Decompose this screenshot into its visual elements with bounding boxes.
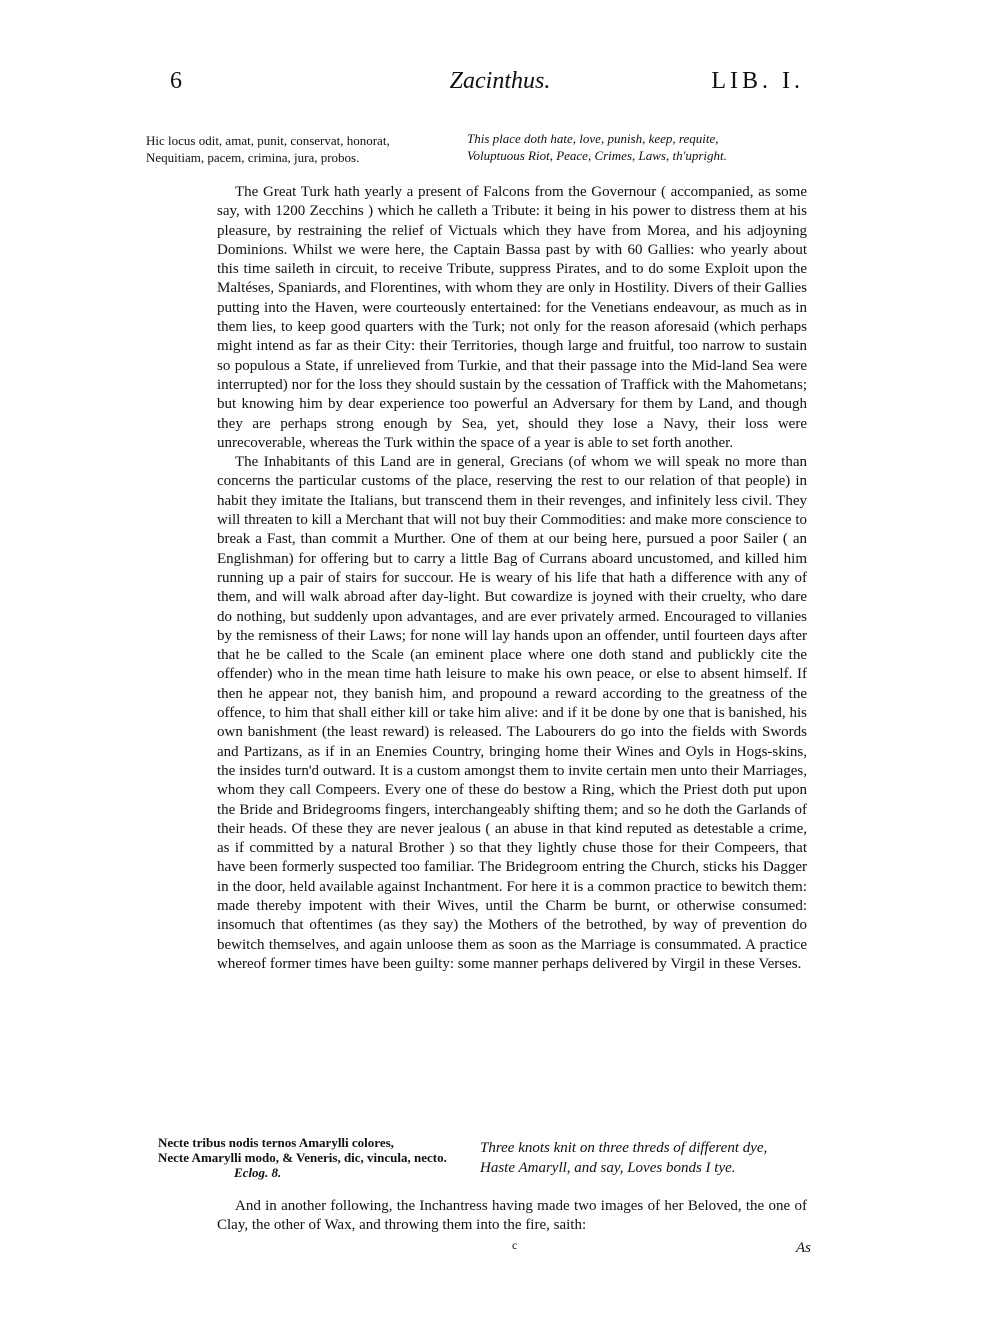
catchword: As <box>796 1240 811 1256</box>
book-number: LIB. I. <box>711 68 804 94</box>
signature-mark: c <box>512 1238 518 1252</box>
paragraph: The Great Turk hath yearly a present of Falcons from the Governour ( accompanied, as some say, with 1200 Zecchins ) which he calleth a Tribute: it being in his power to distress them at his pleasure, by restraining the relief of Victuals which they have from Morea, and his adjoyning Dominions. Whilst we were here, the Captain Bassa past by with 60 Gallies: who yearly about this time saileth in circuit, to receive Tribute, suppress Pirates, and to do some Exploit upon the Maltéses, Spaniards, and Florentines, with whom they are only in Hostility. Divers of their Gallies putting into the Haven, were courteously entertained: for the Venetians endeavour, as much as in them lies, to keep good quarters with the Turk; not only for the reason aforesaid (which perhaps might intend as far as their City: their Territories, though large and fruitful, too narrow to sustain so populous a State, if unrelieved from Turkie, and that their passage into the Mid-land Sea were interrupted) nor for the loss they should sustain by the cessation of Traffick with the Mahometans; but knowing him by dear experience too powerful an Adversary for them by Land, and though they are perhaps strong enough by Sea, yet, should they lose a Navy, their loss were unrecoverable, whereas the Turk within the space of a year is able to set forth another. <box>217 184 807 451</box>
epigraph-latin <box>146 132 390 166</box>
verse-latin <box>158 1135 447 1180</box>
running-title: Zacinthus. <box>449 68 551 94</box>
body-text <box>217 183 807 974</box>
verse-citation: Eclog. 8. <box>234 1165 282 1180</box>
verse-english-line: Haste Amaryll, and say, Loves bonds I tye. <box>480 1160 736 1176</box>
verse-latin-line: Necte tribus nodis ternos Amarylli colores, <box>158 1135 394 1150</box>
verse-latin-line: Necte Amarylli modo, & Veneris, dic, vincula, necto. <box>158 1150 447 1165</box>
epigraph-latin-line: Nequitiam, pacem, crimina, jura, probos. <box>146 150 360 165</box>
page-number: 6 <box>170 68 182 94</box>
paragraph: The Inhabitants of this Land are in general, Grecians (of whom we will speak no more than concerns the particular customs of the place, reserving the rest to our relation of that people) in habit they imitate the Italians, but transcend them in their revenges, and infinitely less civil. They will threaten to kill a Merchant that will not buy their Commodities: and make more conscience to break a Fast, than commit a Murther. One of them at our being here, pursued a poor Sailer ( an Englishman) for offering but to carry a little Bag of Currans aboard uncustomed, and killed him running up a pair of stairs for succour. He is weary of his life that hath a difference with any of them, and will walk abroad after day-light. But cowardize is joyned with their cruelty, who dare do nothing, but suddenly upon advantages, and are ever privately armed. Encouraged to villanies by the remisness of their Laws; for none will lay hands upon an offender, until fourteen days after that he be called to the Scale (an eminent place where one doth stand and publickly cite the offender) who in the mean time hath leisure to make his own peace, or else to absent himself. If then he appear not, they banish him, and propound a reward according to the greatness of the offence, to him that shall either kill or take him alive: and if it be done by one that is banished, his own banishment (the least reward) is released. The Labourers do go into the fields with Swords and Partizans, as if in an Enemies Country, bringing home their Wines and Oyls in Hogs-skins, the insides turn'd outward. It is a custom amongst them to invite certain men unto their Marriages, whom they call Compeers. Every one of these do bestow a Ring, which the Priest doth put upon the Bride and Bridegrooms fingers, interchangeably shifting them; and so he doth the Garlands of their heads. Of these they are never jealous ( an abuse in that kind reputed as detestable a crime, as if committed by a natural Brother ) so that they lightly chuse those for their Compeers, that have been formerly suspected too familiar. The Bridegroom entring the Church, sticks his Dagger in the door, held available against Inchantment. For here it is a common practice to bewitch them: made thereby impotent with their Wives, until the Charm be burnt, or otherwise consumed: insomuch that oftentimes (as they say) the Mothers of the betrothed, by way of prevention do bewitch themselves, and again unloose them as soon as the Marriage is consummated. A practice whereof former times have been guilty: some manner perhaps delivered by Virgil in these Verses. <box>217 454 807 972</box>
epigraph-english-line: Voluptuous Riot, Peace, Crimes, Laws, th'upright. <box>467 148 727 163</box>
verse-english-line: Three knots knit on three threds of different dye, <box>480 1140 768 1156</box>
epigraph-english <box>467 130 727 164</box>
epigraph-english-line: This place doth hate, love, punish, keep, requite, <box>467 131 719 146</box>
closing-paragraph: And in another following, the Inchantress having made two images of her Beloved, the one of Clay, the other of Wax, and throwing them into the fire, saith: <box>217 1198 807 1234</box>
verse-english <box>480 1138 767 1178</box>
epigraph-latin-line: Hic locus odit, amat, punit, conservat, honorat, <box>146 133 390 148</box>
